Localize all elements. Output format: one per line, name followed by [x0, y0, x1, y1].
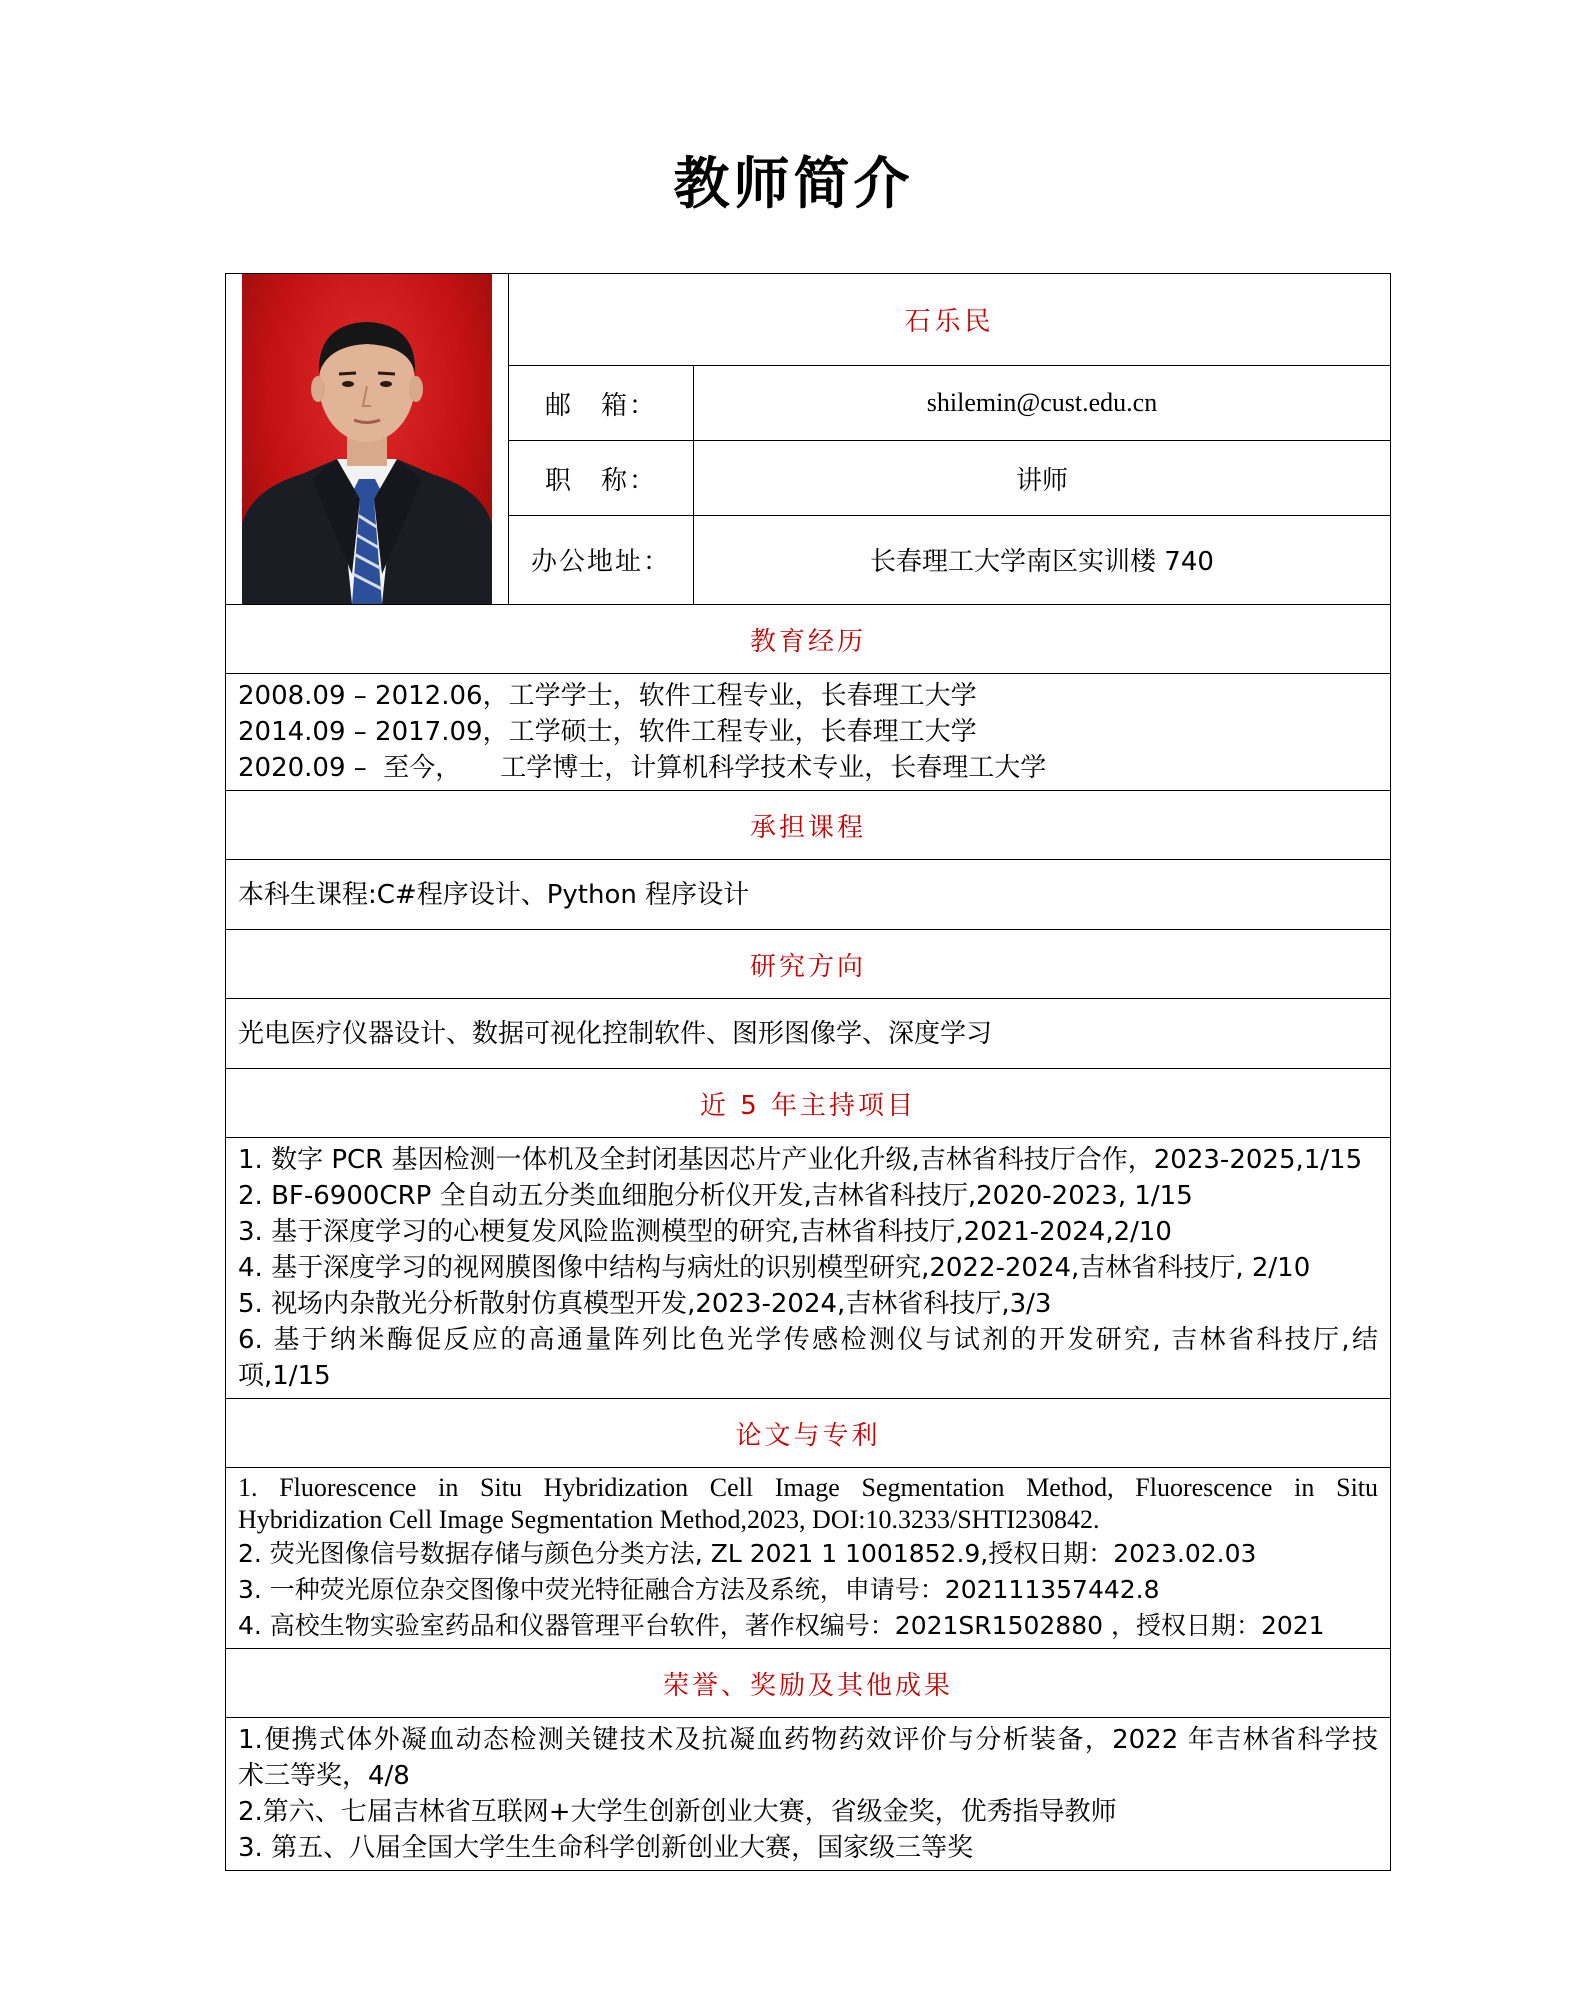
- list-item: 2020.09 – 至今， 工学博士，计算机科学技术专业，长春理工大学: [238, 753, 1047, 783]
- list-item: 2. BF-6900CRP 全自动五分类血细胞分析仪开发,吉林省科技厅,2020-2023, 1/15: [238, 1181, 1193, 1211]
- research-heading: 研究方向: [226, 930, 1391, 999]
- projects-heading: 近 5 年主持项目: [226, 1069, 1391, 1138]
- list-item: 1. 数字 PCR 基因检测一体机及全封闭基因芯片产业化升级,吉林省科技厅合作，2023-2025,1/15: [238, 1145, 1363, 1175]
- page-title: 教师简介: [673, 152, 914, 217]
- list-item: 4. 基于深度学习的视网膜图像中结构与病灶的识别模型研究,2022-2024,吉林省科技厅, 2/10: [238, 1253, 1311, 1283]
- courses-text: 本科生课程:C#程序设计、Python 程序设计: [226, 860, 1391, 930]
- list-item: Hybridization Cell Image Segmentation Method,2023, DOI:10.3233/SHTI230842.: [238, 1505, 1100, 1534]
- title-value: 讲师: [694, 441, 1391, 515]
- list-item: 2008.09 – 2012.06，工学学士，软件工程专业，长春理工大学: [238, 681, 977, 711]
- list-item: 2. 荧光图像信号数据存储与颜色分类方法, ZL 2021 1 1001852.9,授权日期：2023.02.03: [238, 1539, 1257, 1568]
- education-heading: 教育经历: [226, 605, 1391, 674]
- teacher-name: 石乐民: [509, 274, 1391, 366]
- profile-photo: [242, 274, 492, 604]
- list-item: 1. Fluorescence in Situ Hybridization Cell Image Segmentation Method, Fluorescence in Situ: [238, 1473, 1379, 1502]
- honors-heading: 荣誉、奖励及其他成果: [226, 1649, 1391, 1718]
- list-item: 4. 高校生物实验室药品和仪器管理平台软件，著作权编号：2021SR1502880 ，授权日期：2021: [238, 1611, 1325, 1640]
- list-item: 3. 第五、八届全国大学生生命科学创新创业大赛，国家级三等奖: [238, 1833, 974, 1863]
- list-item: 2.第六、七届吉林省互联网+大学生创新创业大赛，省级金奖，优秀指导教师: [238, 1797, 1117, 1827]
- office-value: 长春理工大学南区实训楼 740: [694, 515, 1391, 604]
- projects-list: [226, 1138, 1391, 1399]
- list-item: 3. 基于深度学习的心梗复发风险监测模型的研究,吉林省科技厅,2021-2024,2/10: [238, 1217, 1172, 1247]
- papers-heading: 论文与专利: [226, 1399, 1391, 1468]
- list-item: 项,1/15: [238, 1361, 331, 1391]
- office-label: 办公地址：: [509, 515, 694, 604]
- list-item: 1.便携式体外凝血动态检测关键技术及抗凝血药物药效评价与分析装备，2022 年吉林省科学技: [238, 1725, 1379, 1755]
- education-list: [226, 674, 1391, 791]
- papers-list: [226, 1468, 1391, 1649]
- list-item: 5. 视场内杂散光分析散射仿真模型开发,2023-2024,吉林省科技厅,3/3: [238, 1289, 1052, 1319]
- email-label: 邮 箱：: [509, 366, 694, 441]
- photo-cell: [226, 274, 509, 605]
- list-item: 6. 基于纳米酶促反应的高通量阵列比色光学传感检测仪与试剂的开发研究, 吉林省科技厅,结: [238, 1325, 1379, 1355]
- list-item: 术三等奖，4/8: [238, 1761, 410, 1791]
- profile-table: [225, 273, 1391, 1871]
- courses-heading: 承担课程: [226, 791, 1391, 860]
- email-value[interactable]: shilemin@cust.edu.cn: [694, 366, 1391, 441]
- list-item: 2014.09 – 2017.09，工学硕士，软件工程专业，长春理工大学: [238, 717, 977, 747]
- honors-list: [226, 1718, 1391, 1871]
- portrait-illustration: [242, 274, 492, 604]
- research-text: 光电医疗仪器设计、数据可视化控制软件、图形图像学、深度学习: [226, 999, 1391, 1069]
- title-label: 职 称：: [509, 441, 694, 515]
- list-item: 3. 一种荧光原位杂交图像中荧光特征融合方法及系统，申请号：202111357442.8: [238, 1575, 1160, 1604]
